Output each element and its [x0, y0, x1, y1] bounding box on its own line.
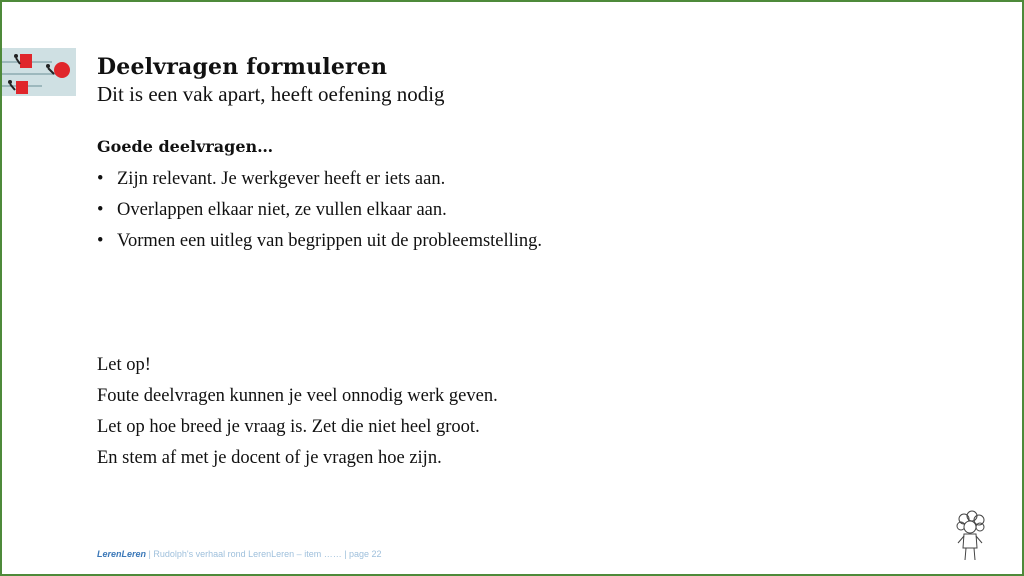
footer-brand: LerenLeren — [97, 549, 147, 559]
bullet-text: Vormen een uitleg van begrippen uit de probleemstelling. — [117, 231, 543, 251]
note-line: Let op hoe breed je vraag is. Zet die niet heel groot. — [97, 417, 480, 437]
note-block — [97, 353, 498, 477]
section-heading: Goede deelvragen… — [97, 137, 274, 156]
slide-title: Deelvragen formuleren — [97, 54, 388, 80]
curly-hair-person-icon — [952, 510, 988, 562]
note-line: En stem af met je docent of je vragen hoe zijn. — [97, 448, 442, 468]
figures-pushing-blocks-icon — [2, 48, 76, 96]
footer — [97, 549, 382, 559]
bullet-text: Zijn relevant. Je werkgever heeft er iets aan. — [117, 169, 446, 189]
footer-text: | Rudolph's verhaal rond LerenLeren – item …… | page 22 — [146, 549, 382, 559]
bullet-item: • Zijn relevant. Je werkgever heeft er iets aan. — [97, 169, 446, 189]
slide-subtitle: Dit is een vak apart, heeft oefening nodig — [97, 82, 445, 106]
bullet-text: Overlappen elkaar niet, ze vullen elkaar aan. — [117, 200, 447, 220]
note-line: Let op! — [97, 355, 151, 375]
note-line: Foute deelvragen kunnen je veel onnodig werk geven. — [97, 386, 498, 406]
bullet-item: • Vormen een uitleg van begrippen uit de probleemstelling. — [97, 231, 543, 251]
bullet-list — [97, 167, 542, 260]
bullet-item: • Overlappen elkaar niet, ze vullen elkaar aan. — [97, 200, 447, 220]
